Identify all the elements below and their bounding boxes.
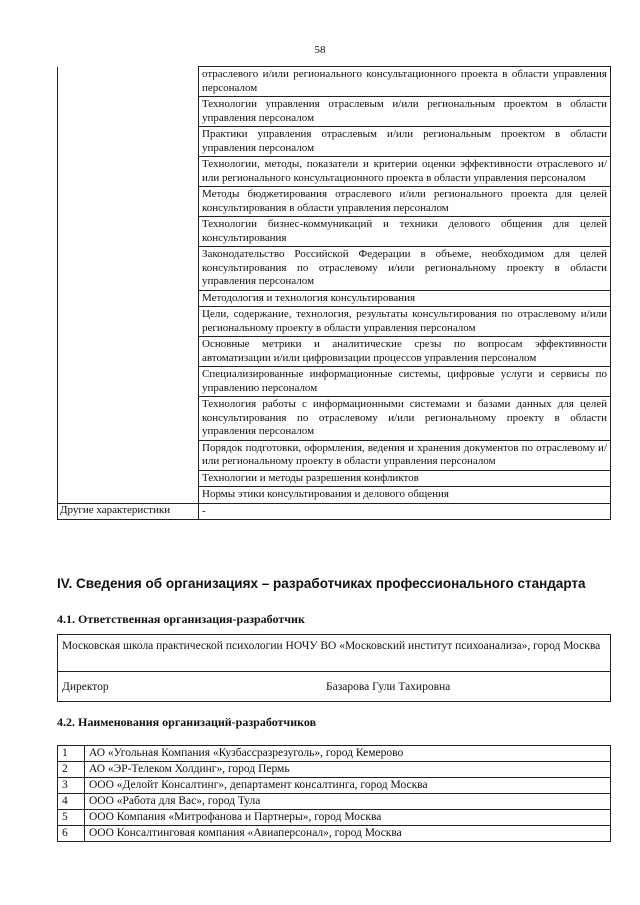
row-number: 4 — [58, 794, 85, 810]
knowledge-row — [58, 67, 611, 97]
developer-organizations-table — [57, 745, 611, 842]
knowledge-item: Методология и технология консультирования — [199, 290, 611, 307]
other-characteristics-row — [58, 503, 611, 520]
knowledge-item: Порядок подготовки, оформления, ведения и хранения документов по отраслевому и/или региональному проекту в области управления персоналом — [199, 440, 611, 470]
knowledge-item: отраслевого и/или регионального консультационного проекта в области управления персоналом — [199, 67, 611, 97]
label-cell — [58, 367, 199, 397]
developer-name: ООО «Работа для Вас», город Тула — [85, 794, 611, 810]
knowledge-item: Специализированные информационные системы, цифровые услуги и сервисы по управлению персоналом — [199, 367, 611, 397]
knowledge-row — [58, 440, 611, 470]
knowledge-row — [58, 290, 611, 307]
developer-name: ООО Консалтинговая компания «Авиаперсонал», город Москва — [85, 826, 611, 842]
section-iv-heading: IV. Сведения об организациях – разработчиках профессионального стандарта — [57, 576, 586, 591]
label-cell — [58, 217, 199, 247]
developer-name: АО «Угольная Компания «Кузбассразрезуголь», город Кемерово — [85, 746, 611, 762]
row-number: 6 — [58, 826, 85, 842]
label-cell — [58, 487, 199, 504]
knowledge-row — [58, 157, 611, 187]
head-position: Директор — [62, 681, 109, 693]
label-cell — [58, 67, 199, 97]
label-cell — [58, 307, 199, 337]
knowledge-row — [58, 127, 611, 157]
knowledge-row — [58, 307, 611, 337]
row-number: 2 — [58, 762, 85, 778]
knowledge-item: Технологии бизнес-коммуникаций и техники делового общения для целей консультирования — [199, 217, 611, 247]
knowledge-item: Технологии управления отраслевым и/или региональным проектом в области управления персоналом — [199, 97, 611, 127]
developer-name: ООО «Делойт Консалтинг», департамент консалтинга, город Москва — [85, 778, 611, 794]
other-characteristics-label: Другие характеристики — [58, 503, 199, 520]
label-cell — [58, 187, 199, 217]
label-cell — [58, 470, 199, 487]
knowledge-row — [58, 187, 611, 217]
developer-row — [58, 794, 611, 810]
developer-row — [58, 746, 611, 762]
knowledge-row — [58, 367, 611, 397]
knowledge-item: Методы бюджетирования отраслевого и/или регионального проекта для целей консультирования в области управления персоналом — [199, 187, 611, 217]
label-cell — [58, 290, 199, 307]
organization-name: Московская школа практической психологии НОЧУ ВО «Московский институт психоанализа», город Москва — [62, 640, 601, 652]
knowledge-row — [58, 97, 611, 127]
knowledge-item: Технология работы с информационными системами и базами данных для целей консультирования по отраслевому и/или региональному проекту в области управления персоналом — [199, 397, 611, 441]
row-number: 5 — [58, 810, 85, 826]
responsible-organization-box — [57, 634, 611, 702]
section-4-2-heading: 4.2. Наименования организаций-разработчиков — [57, 715, 317, 729]
developer-row — [58, 826, 611, 842]
knowledge-item: Технологии, методы, показатели и критерии оценки эффективности отраслевого и/или регионального консультационного проекта в области управления персоналом — [199, 157, 611, 187]
label-cell — [58, 157, 199, 187]
knowledge-table — [57, 66, 611, 520]
label-cell — [58, 127, 199, 157]
head-name: Базарова Гули Тахировна — [326, 681, 451, 693]
knowledge-item: Практики управления отраслевым и/или региональным проектом в области управления персоналом — [199, 127, 611, 157]
label-cell — [58, 247, 199, 291]
label-cell — [58, 97, 199, 127]
knowledge-item: Нормы этики консультирования и делового общения — [199, 487, 611, 504]
page-number: 58 — [314, 44, 326, 56]
developer-row — [58, 778, 611, 794]
knowledge-item: Законодательство Российской Федерации в объеме, необходимом для целей консультирования по отраслевому и/или региональному проекту в области управления персоналом — [199, 247, 611, 291]
knowledge-row — [58, 397, 611, 441]
knowledge-row — [58, 247, 611, 291]
knowledge-item: Технологии и методы разрешения конфликтов — [199, 470, 611, 487]
section-4-1-heading: 4.1. Ответственная организация-разработчик — [57, 612, 305, 626]
label-cell — [58, 440, 199, 470]
row-number: 3 — [58, 778, 85, 794]
knowledge-row — [58, 487, 611, 504]
developer-row — [58, 762, 611, 778]
knowledge-row — [58, 337, 611, 367]
knowledge-row — [58, 217, 611, 247]
developer-name: ООО Компания «Митрофанова и Партнеры», город Москва — [85, 810, 611, 826]
row-number: 1 — [58, 746, 85, 762]
label-cell — [58, 397, 199, 441]
knowledge-item: Основные метрики и аналитические срезы по вопросам эффективности автоматизации и/или цифровизации процессов управления персоналом — [199, 337, 611, 367]
developer-row — [58, 810, 611, 826]
knowledge-item: Цели, содержание, технология, результаты консультирования по отраслевому и/или региональному проекту в области управления персоналом — [199, 307, 611, 337]
other-characteristics-value: - — [199, 503, 611, 520]
divider — [58, 671, 610, 672]
label-cell — [58, 337, 199, 367]
developer-name: АО «ЭР-Телеком Холдинг», город Пермь — [85, 762, 611, 778]
knowledge-row — [58, 470, 611, 487]
